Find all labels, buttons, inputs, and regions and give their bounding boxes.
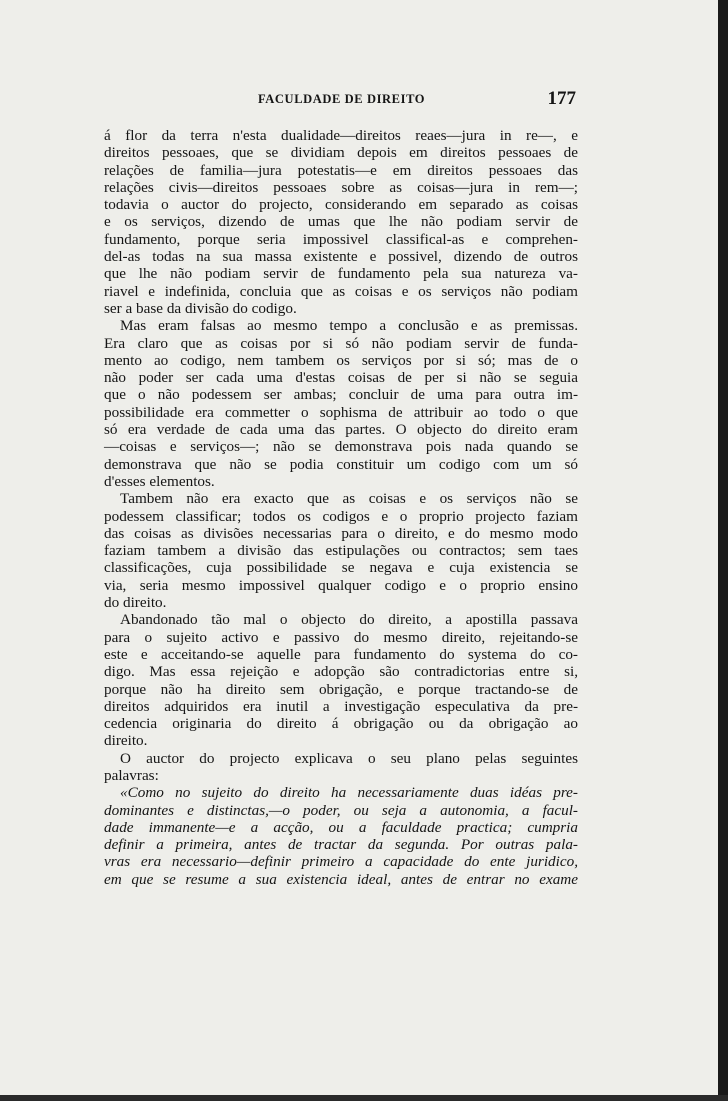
text-line: que lhe não podiam servir de fundamento pela sua natureza va-: [104, 265, 578, 283]
running-head: [104, 88, 578, 114]
quotation-line: dominantes e distinctas,—o poder, ou seja a autonomia, a facul-: [104, 801, 578, 819]
text-line: relações de familia—jura potestatis—e em direitos pessoaes das: [104, 161, 578, 179]
text-line: das coisas as divisões necessarias para o direito, e do mesmo modo: [104, 524, 578, 542]
text-line: fundamento, porque seria impossivel classifical-as e comprehen-: [104, 230, 578, 248]
text-line: via, seria mesmo impossivel qualquer codigo e o proprio ensino: [104, 576, 578, 594]
text-line: este e acceitando-se aquelle para fundamento do systema do co-: [104, 645, 578, 663]
text-line: Tambem não era exacto que as coisas e os serviços não se: [120, 490, 578, 508]
body-text: [104, 127, 578, 888]
scan-border-right: [718, 0, 728, 1101]
text-line: á flor da terra n'esta dualidade—direitos reaes—jura in re—, e: [104, 127, 578, 144]
quotation-line: definir a primeira, antes de tractar da segunda. Por outras pala-: [104, 836, 578, 854]
text-line: só era verdade de cada uma das partes. O objecto do direito eram: [104, 421, 578, 439]
running-title: FACULDADE DE DIREITO: [258, 92, 426, 106]
text-line: digo. Mas essa rejeição e adopção são contradictorias entre si,: [104, 663, 578, 681]
text-line: del-as todas na sua massa existente e possivel, dizendo de outros: [104, 248, 578, 266]
scan-border-bottom: [0, 1095, 728, 1101]
text-line: Era claro que as coisas por si só não podiam servir de funda-: [104, 334, 578, 352]
text-line: riavel e indefinida, concluia que as coisas e os serviços não podiam: [104, 282, 578, 300]
text-line: Mas eram falsas ao mesmo tempo a conclusão e as premissas.: [120, 317, 578, 335]
text-line: d'esses elementos.: [104, 472, 215, 490]
text-line: podessem classificar; todos os codigos e o proprio projecto faziam: [104, 507, 578, 525]
text-line: direitos pessoaes, que se dividiam depois em direitos pessoaes de: [104, 144, 578, 162]
quotation-line: «Como no sujeito do direito ha necessariamente duas idéas pre-: [120, 784, 578, 802]
quotation-line: dade immanente—e a acção, ou a faculdade practica; cumpria: [104, 818, 578, 836]
text-line: possibilidade era commetter o sophisma de attribuir ao todo o que: [104, 403, 578, 421]
text-line: demonstrava que não se podia constituir um codigo com um só: [104, 455, 578, 473]
text-line: palavras:: [104, 766, 159, 784]
text-line: porque não ha direito sem obrigação, e porque tractando-se de: [104, 680, 578, 698]
text-line: que o não podessem ser ambas; concluir de uma para outra im-: [104, 386, 578, 404]
text-line: ser a base da divisão do codigo.: [104, 299, 297, 317]
text-line: não poder ser cada uma d'estas coisas de per si não se seguia: [104, 369, 578, 387]
text-line: todavia o auctor do projecto, considerando em separado as coisas: [104, 196, 578, 214]
quotation-line: em que se resume a sua existencia ideal, antes de entrar no exame: [104, 870, 578, 888]
quotation-line: vras era necessario—definir primeiro a capacidade do ente juridico,: [104, 853, 578, 871]
text-line: para o sujeito activo e passivo do mesmo direito, rejeitando-se: [104, 628, 578, 646]
text-line: direito.: [104, 732, 148, 750]
text-line: do direito.: [104, 594, 167, 612]
text-line: cedencia originaria do direito á obrigação ou da obrigação ao: [104, 715, 578, 733]
text-line: faziam tambem a divisão das estipulações ou contractos; sem taes: [104, 542, 578, 560]
text-line: direitos adquiridos era inutil a investigação especulativa da pre-: [104, 697, 578, 715]
text-line: —coisas e serviços—; não se demonstrava pois nada quando se: [104, 438, 578, 456]
text-line: e os serviços, dizendo de umas que lhe não podiam servir de: [104, 213, 578, 231]
text-line: relações civis—direitos pessoaes sobre as coisas—jura in rem—;: [104, 178, 578, 196]
text-line: Abandonado tão mal o objecto do direito, a apostilla passava: [120, 611, 578, 629]
text-line: classificações, cuja possibilidade se negava e cuja existencia se: [104, 559, 578, 577]
text-line: mento ao codigo, nem tambem os serviços por si só; mas de o: [104, 351, 578, 369]
text-line: O auctor do projecto explicava o seu plano pelas seguintes: [120, 749, 578, 767]
page-number: 177: [547, 88, 576, 109]
